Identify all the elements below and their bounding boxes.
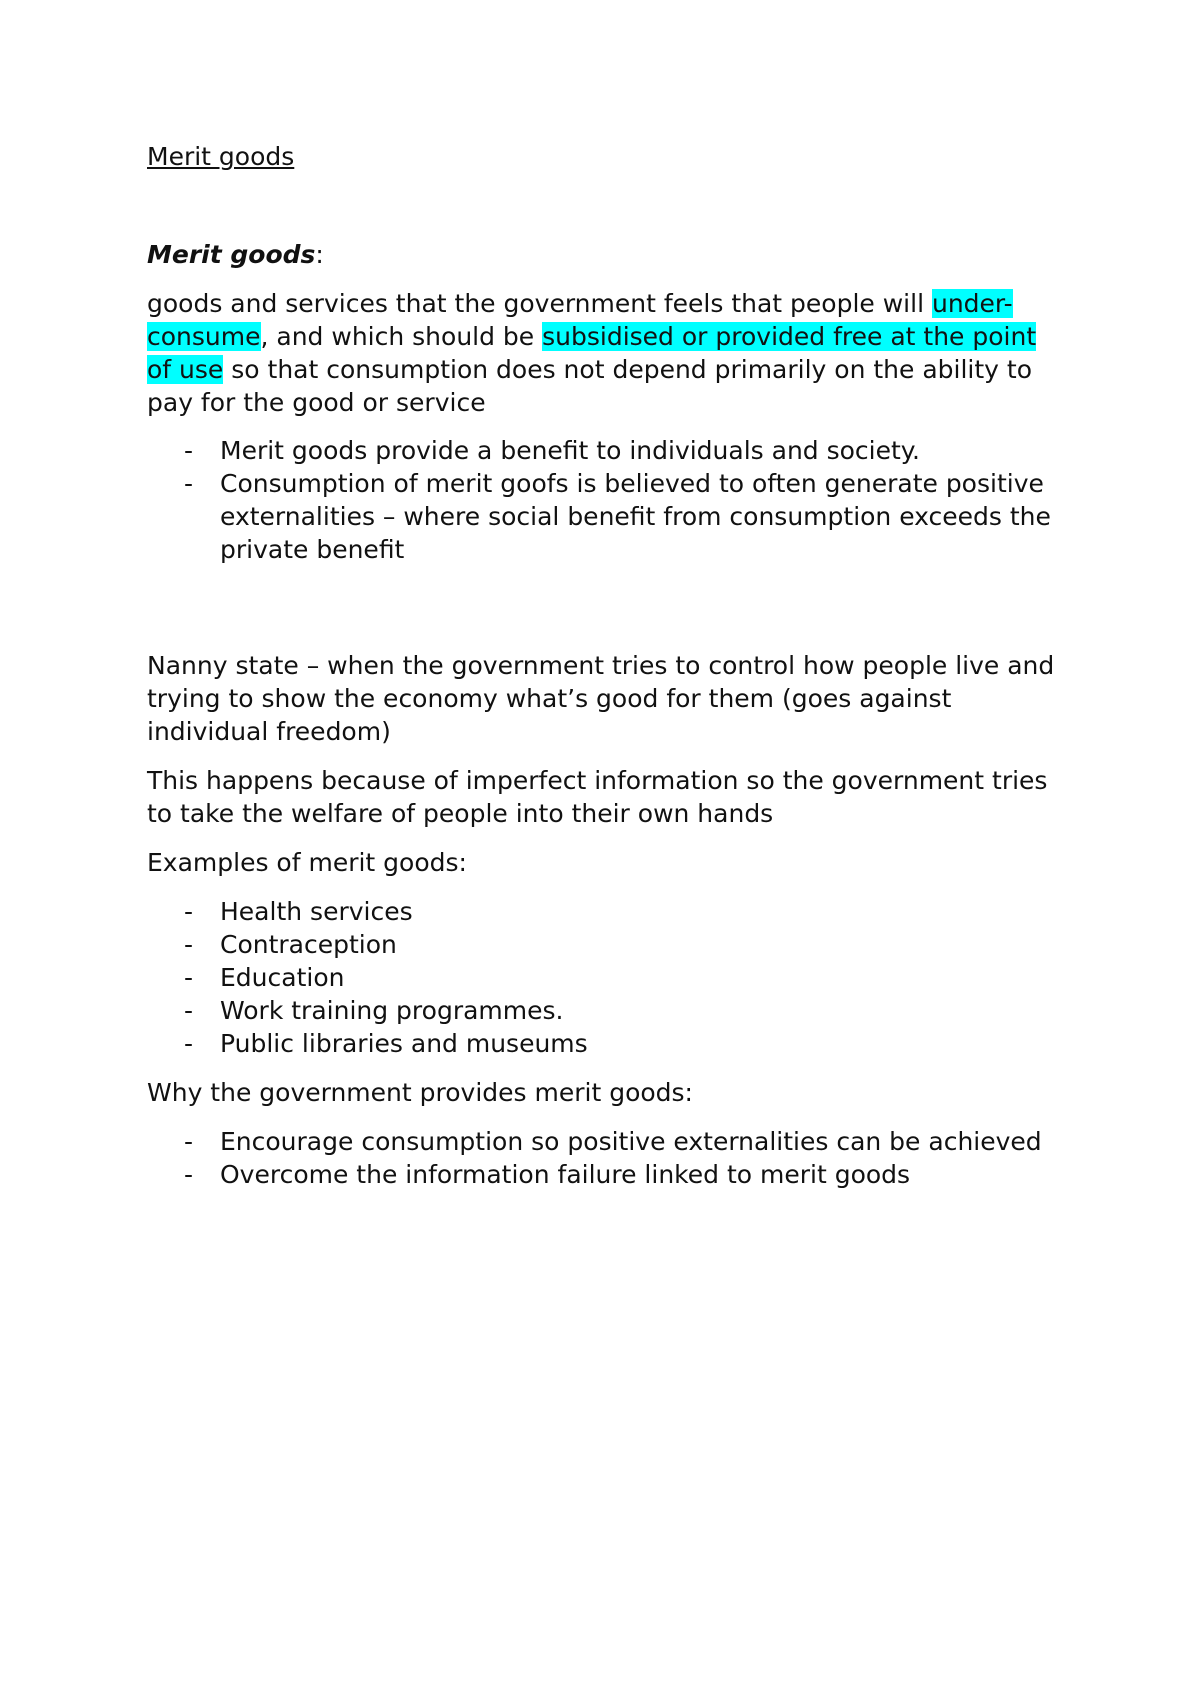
examples-heading: Examples of merit goods:	[147, 848, 467, 877]
dash-bullet: -	[184, 469, 194, 498]
why-heading: Why the government provides merit goods:	[147, 1078, 693, 1107]
list-item-text: Contraception	[220, 930, 397, 959]
list-item	[147, 961, 1067, 994]
list-item	[147, 434, 1067, 467]
dash-bullet: -	[184, 930, 194, 959]
list-item	[147, 1027, 1067, 1060]
list-item	[147, 467, 1067, 566]
definition-term	[147, 238, 1067, 271]
dash-bullet: -	[184, 963, 194, 992]
definition-paragraph	[147, 287, 1067, 419]
definition-points-list	[147, 434, 1067, 566]
dash-bullet: -	[184, 1160, 194, 1189]
list-item-text: Work training programmes.	[220, 996, 564, 1025]
examples-list	[147, 895, 1067, 1060]
definition-text-3: so that consumption does not depend primarily on the ability to pay for the good or service	[147, 355, 1033, 417]
dash-bullet: -	[184, 1127, 194, 1156]
list-item-text: Encourage consumption so positive externalities can be achieved	[220, 1127, 1042, 1156]
list-item	[147, 1125, 1067, 1158]
dash-bullet: -	[184, 897, 194, 926]
definition-text-1: goods and services that the government feels that people will	[147, 289, 932, 318]
list-item-text: Merit goods provide a benefit to individuals and society.	[220, 436, 920, 465]
list-item-text: Health services	[220, 897, 413, 926]
imperfect-information-paragraph: This happens because of imperfect information so the government tries to take the welfare of people into their own hands	[147, 766, 1048, 828]
list-item-text: Overcome the information failure linked to merit goods	[220, 1160, 911, 1189]
list-item	[147, 1158, 1067, 1191]
nanny-state-paragraph: Nanny state – when the government tries to control how people live and trying to show the economy what’s good for them (goes against individual freedom)	[147, 651, 1055, 746]
why-list	[147, 1125, 1067, 1191]
list-item-text: Public libraries and museums	[220, 1029, 588, 1058]
dash-bullet: -	[184, 996, 194, 1025]
document-title: Merit goods	[147, 142, 295, 171]
definition-text-2: , and which should be	[260, 322, 543, 351]
list-item-text: Consumption of merit goofs is believed to often generate positive externalities – where social benefit from consumption exceeds the private benefit	[220, 469, 1051, 564]
list-item	[147, 895, 1067, 928]
dash-bullet: -	[184, 436, 194, 465]
highlight-under-consume: under-consume	[147, 289, 1013, 351]
highlight-subsidised: subsidised or provided free at the point of use	[147, 322, 1037, 384]
term-label: Merit goods	[147, 240, 316, 269]
document-page	[147, 140, 1067, 1191]
term-colon: :	[315, 240, 324, 269]
list-item	[147, 994, 1067, 1027]
list-item-text: Education	[220, 963, 345, 992]
list-item	[147, 928, 1067, 961]
dash-bullet: -	[184, 1029, 194, 1058]
